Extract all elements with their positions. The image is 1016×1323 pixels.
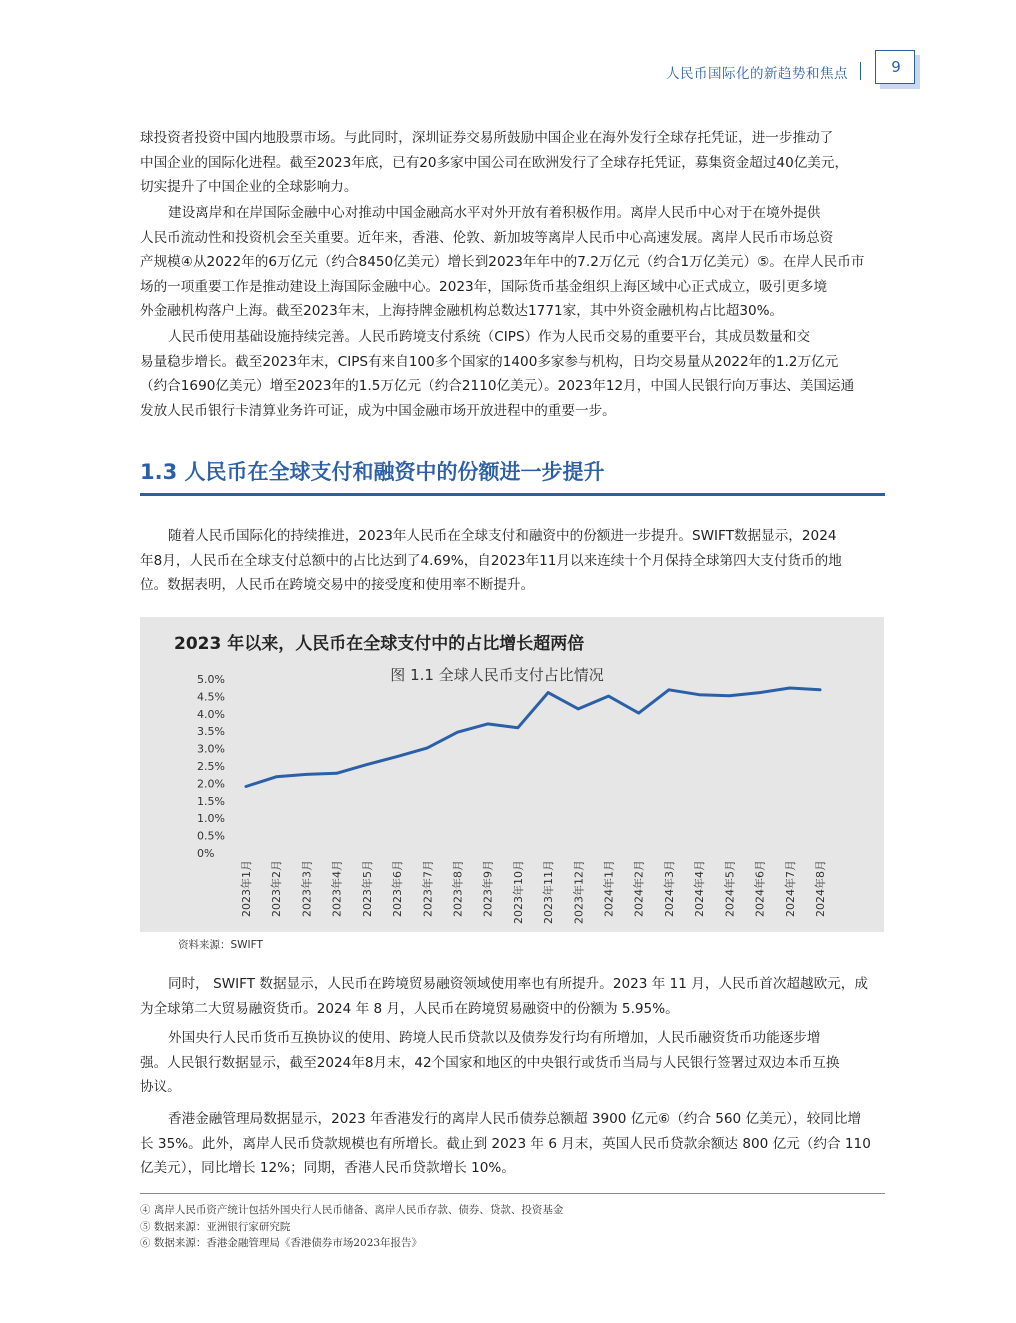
x-tick-label: 2023年9月 [481,860,495,917]
data-point [517,727,519,729]
data-point [638,712,640,714]
paragraph-hkma: 香港金融管理局数据显示，2023 年香港发行的离岸人民币债券总额超 3900 亿元⑥（约合 560 亿美元），较同比增 长 35%。此外，离岸人民币贷款规模也有所增长。截止到 2023 年 6 月末，英国人民币贷款余额达 800 亿元（约合 110 亿美元），同比增长 12%；同期，香港人民币贷款增长 10%。 [140,1111,871,1176]
y-tick-label: 3.5% [197,725,225,739]
series-line-0 [246,688,820,787]
x-tick-label: 2023年6月 [391,860,405,917]
chart-title: 图 1.1 全球人民币支付占比情况 [390,666,604,684]
data-point [335,772,337,774]
data-point [728,695,730,697]
data-point [456,731,458,733]
x-tick-label: 2023年8月 [451,860,465,917]
y-tick-label: 2.0% [197,777,225,791]
header-divider [860,62,861,80]
data-point [698,693,700,695]
data-point [547,691,549,693]
page-number: 9 [891,58,901,76]
paragraph-cips: 人民币使用基础设施持续完善。人民币跨境支付系统（CIPS）作为人民币交易的重要平台，其成员数量和交 易量稳步增长。截至2023年末，CIPS有来自100多个国家的1400多家参与机构，日均交易量从2022年的1.2万亿元 （约合1690亿美元）增至2023年的1.5万亿元（约合2110亿美元）。2023年12月，中国人民银行向万事达、美国运通 发放人民币银行卡清算业务许可证，成为中国金融市场开放进程中的重要一步。 [140,329,855,419]
paragraph-global-depositary: 球投资者投资中国内地股票市场。与此同时，深圳证券交易所鼓励中国企业在海外发行全球存托凭证，进一步推动了 中国企业的国际化进程。截至2023年底，已有20多家中国公司在欧洲发行了全球存托凭证，募集资金超过40亿美元， 切实提升了中国企业的全球影响力。 [140,130,849,195]
x-tick-label: 2024年5月 [723,860,737,917]
y-tick-label: 4.0% [197,707,225,721]
y-tick-label: 3.0% [197,742,225,756]
y-tick-label: 5.0% [197,673,225,686]
data-point [486,723,488,725]
chart-panel [140,617,884,932]
x-tick-label: 2024年6月 [753,860,767,917]
x-tick-label: 2023年1月 [240,860,253,917]
data-point [245,785,247,787]
y-tick-label: 2.5% [197,760,225,773]
paragraph-swift-share: 随着人民币国际化的持续推进，2023年人民币在全球支付和融资中的份额进一步提升。SWIFT数据显示，2024 年8月，人民币在全球支付总额中的占比达到了4.69%，自2023年11月以来连续十个月保持全球第四大支付货币的地 位。数据表明，人民币在跨境交易中的接受度和使用率不断提升。 [140,528,842,593]
y-tick-label: 4.5% [197,690,225,704]
x-tick-label: 2024年2月 [632,860,646,917]
page-header [0,50,1016,90]
x-tick-label: 2023年5月 [360,860,374,917]
line-chart [140,617,884,932]
section-rule [140,493,885,496]
x-tick-label: 2023年12月 [572,860,586,924]
data-point [789,687,791,689]
x-tick-label: 2023年3月 [300,860,314,917]
footnote-rule [140,1193,885,1194]
footnote-5: ⑤ 数据来源：亚洲银行家研究院 [140,1220,291,1233]
x-tick-label: 2023年4月 [330,860,344,917]
chart-source: 资料来源：SWIFT [178,939,263,951]
data-point [819,689,821,691]
x-tick-label: 2023年7月 [421,860,435,917]
x-tick-label: 2024年1月 [602,860,616,917]
y-tick-label: 0.5% [197,829,225,843]
chart-heading: 2023 年以来，人民币在全球支付中的占比增长超两倍 [174,634,585,654]
data-point [607,695,609,697]
data-point [668,689,670,691]
data-point [275,776,277,778]
section-heading: 1.3 人民币在全球支付和融资中的份额进一步提升 [140,460,605,484]
paragraph-financial-centers: 建设离岸和在岸国际金融中心对推动中国金融高水平对外开放有着积极作用。离岸人民币中心对于在境外提供 人民币流动性和投资机会至关重要。近年来，香港、伦敦、新加坡等离岸人民币中心高速发展。离岸人民币市场总资 产规模④从2022年的6万亿元（约合8450亿美元）增长到2023年年中的7.2万亿元（约合1万亿美元）⑤。在岸人民币市 场的一项重要工作是推动建设上海国际金融中心。2023年，国际货币基金组织上海区域中心正式成立，吸引更多境 外金融机构落户上海。截至2023年末，上海持牌金融机构总数达1771家，其中外资金融机构占比超30%。 [140,205,865,319]
x-tick-label: 2024年8月 [814,860,827,917]
x-tick-label: 2024年3月 [662,860,676,917]
paragraph-swap-agreements: 外国央行人民币货币互换协议的使用、跨境人民币贷款以及债券发行均有所增加，人民币融资货币功能逐步增 强。人民银行数据显示，截至2024年8月末，42个国家和地区的中央银行或货币当局与人民银行签署过双边本币互换 协议。 [140,1030,840,1095]
x-tick-label: 2024年7月 [783,860,797,917]
footnote-6: ⑥ 数据来源：香港金融管理局《香港债券市场2023年报告》 [140,1237,423,1249]
data-point [426,747,428,749]
y-tick-label: 1.0% [197,812,225,826]
y-tick-label: 0% [197,847,215,860]
running-title: 人民币国际化的新趋势和焦点 [666,66,848,82]
footnotes [140,1202,563,1252]
footnote-4: ④ 离岸人民币资产统计包括外国央行人民币储备、离岸人民币存款、债券、贷款、投资基金 [140,1204,564,1216]
x-tick-label: 2023年2月 [270,860,284,917]
x-tick-label: 2023年11月 [542,860,556,924]
x-tick-label: 2024年4月 [693,860,707,917]
data-point [758,691,760,693]
data-point [366,763,368,765]
x-tick-label: 2023年10月 [511,860,525,924]
paragraph-trade-finance: 同时， SWIFT 数据显示，人民币在跨境贸易融资领域使用率也有所提升。2023 年 11 月，人民币首次超越欧元，成 为全球第二大贸易融资货币。2024 年 8 月，人民币在跨境贸易融资中的份额为 5.95%。 [140,976,868,1017]
page-number-box [875,50,919,88]
data-point [577,708,579,710]
data-point [396,755,398,757]
y-tick-label: 1.5% [197,794,225,808]
data-point [305,773,307,775]
